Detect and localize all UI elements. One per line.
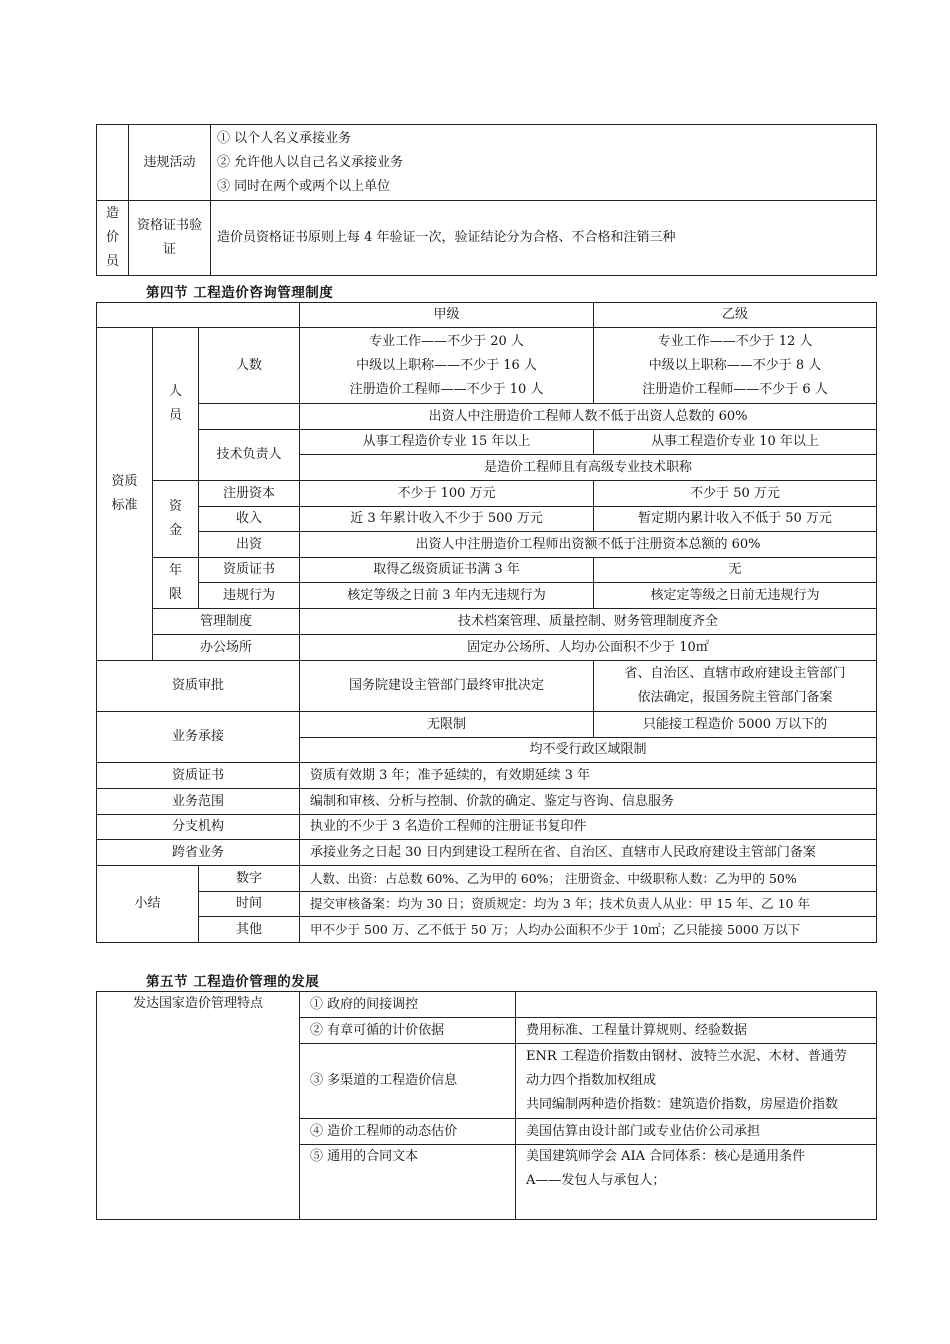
feature-desc: [516, 992, 877, 1018]
mgmt-label: 管理制度: [153, 609, 300, 635]
income-label: 收入: [199, 507, 300, 532]
years-label: 年限: [153, 558, 199, 609]
sum-time-label: 时间: [199, 892, 300, 917]
sum-num-text: 人数、出资：占总数 60%、乙为甲的 60%； 注册资金、中级职称人数：乙为甲的 50%: [300, 866, 877, 892]
tech-lead-common: 是造价工程师且有高级专业技术职称: [300, 455, 877, 481]
header-grade-b: 乙级: [594, 303, 877, 328]
income-a: 近 3 年累计收入不少于 500 万元: [300, 507, 594, 532]
feature-name: ③ 多渠道的工程造价信息: [300, 1044, 516, 1119]
feature-desc: 美国估算由设计部门或专业估价公司承担: [516, 1119, 877, 1145]
branch-label: 分支机构: [97, 815, 300, 840]
sum-num-label: 数字: [199, 866, 300, 892]
office-text: 固定办公场所、人均办公面积不少于 10㎡: [300, 635, 877, 661]
cert-verify-text: 造价员资格证书原则上每 4 年验证一次，验证结论分为合格、不合格和注销三种: [211, 201, 877, 276]
feature-desc: 费用标准、工程量计算规则、经验数据: [516, 1018, 877, 1044]
violation-label: 违规活动: [129, 125, 211, 201]
personnel-label: 人员: [153, 328, 199, 481]
feature-name: ② 有章可循的计价依据: [300, 1018, 516, 1044]
approval-label: 资质审批: [97, 661, 300, 712]
income-b: 暂定期内累计收入不低于 50 万元: [594, 507, 877, 532]
cert-verify-label: 资格证书验证: [129, 201, 211, 276]
feature-desc: ENR 工程造价指数由钢材、波特兰水泥、木材、普通劳 动力四个指数加权组成 共同编制两种造价指数：建筑造价指数，房屋造价指数: [516, 1044, 877, 1119]
headcount-label: 人数: [199, 328, 300, 404]
office-label: 办公场所: [153, 635, 300, 661]
reg-capital-b: 不少于 50 万元: [594, 481, 877, 507]
header-grade-a: 甲级: [300, 303, 594, 328]
sum-time-text: 提交审核备案：均为 30 日；资质规定：均为 3 年；技术负责人从业：甲 15 年、乙 10 年: [300, 892, 877, 917]
cross-text: 承接业务之日起 30 日内到建设工程所在省、自治区、直辖市人民政府建设主管部门备案: [300, 840, 877, 866]
section-title: 第四节 工程造价咨询管理制度: [146, 285, 334, 301]
section-title: 第五节 工程造价管理的发展: [146, 974, 320, 990]
cert-row-text: 资质有效期 3 年；准予延续的，有效期延续 3 年: [300, 763, 877, 789]
branch-text: 执业的不少于 3 名造价工程师的注册证书复印件: [300, 815, 877, 840]
dev-label: 发达国家造价管理特点: [97, 992, 300, 1220]
sum-other-text: 甲不少于 500 万、乙不低于 50 万；人均办公面积不少于 10㎡；乙只能接 5000 万以下: [300, 917, 877, 943]
qual-standard-label: 资质标准: [97, 328, 153, 661]
headcount-b: 专业工作——不少于 12 人 中级以上职称——不少于 8 人 注册造价工程师——不少于 6 人: [594, 328, 877, 404]
business-a: 无限制: [300, 712, 594, 738]
cross-label: 跨省业务: [97, 840, 300, 866]
tech-lead-a: 从事工程造价专业 15 年以上: [300, 430, 594, 455]
feature-name: ① 政府的间接调控: [300, 992, 516, 1018]
scope-text: 编制和审核、分析与控制、价款的确定、鉴定与咨询、信息服务: [300, 789, 877, 815]
approval-b: 省、自治区、直辖市政府建设主管部门 依法确定，报国务院主管部门备案: [594, 661, 877, 712]
business-label: 业务承接: [97, 712, 300, 763]
blank-cell: [97, 125, 129, 201]
violation-item: ③ 同时在两个或两个以上单位: [217, 178, 391, 194]
violation-label: 违规行为: [199, 583, 300, 609]
investment-common: 出资人中注册造价工程师出资额不低于注册资本总额的 60%: [300, 532, 877, 558]
header-blank: [97, 303, 300, 328]
violation-a: 核定等级之日前 3 年内无违规行为: [300, 583, 594, 609]
reg-capital-a: 不少于 100 万元: [300, 481, 594, 507]
tech-lead-b: 从事工程造价专业 10 年以上: [594, 430, 877, 455]
mgmt-text: 技术档案管理、质量控制、财务管理制度齐全: [300, 609, 877, 635]
cost-clerk-table: [96, 124, 877, 276]
summary-label: 小结: [97, 866, 199, 943]
cert-b: 无: [594, 558, 877, 583]
violation-items: [211, 125, 877, 201]
business-b: 只能接工程造价 5000 万以下的: [594, 712, 877, 738]
tech-lead-label: 技术负责人: [199, 430, 300, 481]
headcount-a: 专业工作——不少于 20 人 中级以上职称——不少于 16 人 注册造价工程师——不少于 10 人: [300, 328, 594, 404]
violation-item: ② 允许他人以自己名义承接业务: [217, 154, 404, 170]
cert-row-label: 资质证书: [97, 763, 300, 789]
violation-b: 核定定等级之日前无违规行为: [594, 583, 877, 609]
approval-a: 国务院建设主管部门最终审批决定: [300, 661, 594, 712]
scope-label: 业务范围: [97, 789, 300, 815]
capital-label: 资金: [153, 481, 199, 558]
cert-a: 取得乙级资质证书满 3 年: [300, 558, 594, 583]
feature-name: ⑤ 通用的合同文本: [300, 1145, 516, 1220]
cost-clerk-label: 造价员: [97, 201, 129, 276]
sum-other-label: 其他: [199, 917, 300, 943]
development-table: [96, 991, 877, 1220]
investment-label: 出资: [199, 532, 300, 558]
cert-label: 资质证书: [199, 558, 300, 583]
headcount-spacer: [199, 404, 300, 430]
feature-name: ④ 造价工程师的动态估价: [300, 1119, 516, 1145]
business-common: 均不受行政区域限制: [300, 738, 877, 763]
consulting-table: [96, 302, 877, 943]
feature-desc: 美国建筑师学会 AIA 合同体系：核心是通用条件 A——发包人与承包人；: [516, 1145, 877, 1220]
reg-capital-label: 注册资本: [199, 481, 300, 507]
headcount-common: 出资人中注册造价工程师人数不低于出资人总数的 60%: [300, 404, 877, 430]
violation-item: ① 以个人名义承接业务: [217, 130, 352, 146]
